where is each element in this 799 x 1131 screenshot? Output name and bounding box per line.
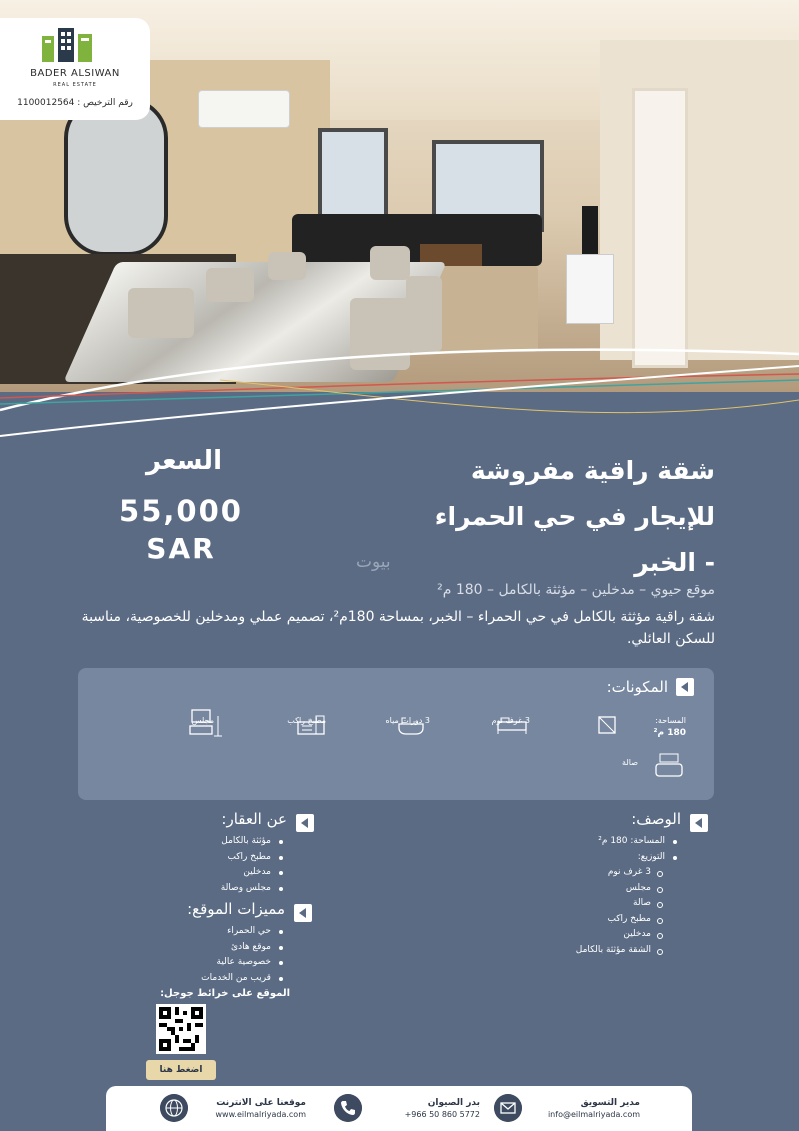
price-value: 55,000 [119,494,243,528]
about-list [85,834,285,896]
list-item: مطبخ راكب [439,912,679,928]
list-item: خصوصية عالية [85,955,285,971]
section-arrow-icon [294,904,312,922]
title-line: - الخبر [634,548,715,577]
amenity-label: المساحة: [655,716,686,725]
amenity-area [596,714,686,754]
footer-phone-title: بدر الصيوان [427,1098,480,1108]
logo-tagline: REAL ESTATE [53,82,97,88]
list-item: صالة [439,896,679,912]
description-distribution: التوزيع: [439,850,679,866]
amenity-majlis [186,708,276,748]
list-item: مدخلين [439,927,679,943]
map-label: الموقع على خرائط جوجل: [160,988,290,999]
list-item: مجلس وصالة [85,881,285,897]
photo-wall-right [600,40,799,360]
listing-title [355,448,715,586]
list-item: قريب من الخدمات [85,971,285,987]
amenity-bedrooms [491,714,586,754]
amenity-label: 3 دورات مياه [385,716,430,725]
footer-website-value: www.eilmalriyada.com [215,1110,306,1119]
footer-email-title: مدير التسويق [580,1098,640,1108]
list-item: مطبخ راكب [85,850,285,866]
amenity-label: مطبخ راكب [287,716,326,725]
photo-air-conditioner [198,90,290,128]
amenity-living-room [596,752,686,792]
footer-email[interactable] [494,1094,644,1124]
list-item: موقع هادئ [85,940,285,956]
phone-icon [334,1094,362,1122]
footer-email-value: info@eilmalriyada.com [547,1110,640,1119]
decorative-waves [0,340,799,450]
globe-icon [160,1094,188,1122]
logo-card [0,18,150,120]
listing-intro: شقة راقية مؤثثة بالكامل في حي الحمراء – الخبر، بمساحة 180م²، تصميم عملي ومدخلين للخصوصية، مناسبة للسكن العائلي. [81,609,715,647]
photo-window [318,128,388,228]
about-title: عن العقار: [221,810,287,828]
photo-chair [268,252,306,280]
photo-chair [370,246,410,280]
footer-phone[interactable] [334,1094,484,1124]
photo-chair [206,268,254,302]
amenity-bathrooms [385,714,486,754]
footer-website-title: موقعنا على الانترنت [216,1098,306,1108]
watermark: بيوت [356,552,391,572]
location-features-title: مميزات الموقع: [187,900,285,918]
location-features-list [85,924,285,986]
amenity-label: مجلس [191,716,214,725]
amenity-label: صالة [622,758,638,767]
logo-name: BADER ALSIWAN [30,68,120,79]
email-icon [494,1094,522,1122]
buildings-logo-icon [40,28,102,62]
section-arrow-icon [676,678,694,696]
title-line: شقة راقية مفروشة [470,456,715,485]
description-title: الوصف: [631,810,681,828]
footer-phone-value: +966 50 860 5772 [404,1110,480,1119]
description-area: المساحة: 180 م² [439,834,679,850]
footer-website[interactable] [160,1094,310,1124]
title-line: للإيجار في حي الحمراء [434,502,715,531]
photo-door [632,88,688,368]
description-list [439,834,679,958]
photo-chair [128,288,194,338]
section-arrow-icon [690,814,708,832]
living-room-icon [652,752,686,782]
amenity-kitchen [287,714,386,754]
listing-subtitle: موقع حيوي – مدخلين – مؤثثة بالكامل – 180 م² [437,582,715,598]
amenity-value: 180 م² [653,728,686,738]
area-icon [596,714,618,736]
list-item: الشقة مؤثثة بالكامل [439,943,679,959]
section-arrow-icon [296,814,314,832]
photo-tv-stand [566,254,614,324]
open-map-button[interactable]: اضغط هنا [146,1060,216,1080]
components-title: المكونات: [606,678,668,696]
list-item: مؤثثة بالكامل [85,834,285,850]
list-item: 3 غرف نوم [439,865,679,881]
photo-mirror [64,98,168,256]
license-number: رقم الترخيص : 1100012564 [17,98,133,108]
photo-sofa [292,214,542,266]
list-item: مجلس [439,881,679,897]
components-panel [78,668,714,800]
contact-footer [106,1086,692,1131]
amenity-label: 3 غرف نوم [491,716,530,725]
qr-code-icon[interactable] [156,1004,206,1054]
list-item: حي الحمراء [85,924,285,940]
list-item: مدخلين [85,865,285,881]
price-label: السعر [146,446,222,476]
price-currency: SAR [146,532,216,565]
